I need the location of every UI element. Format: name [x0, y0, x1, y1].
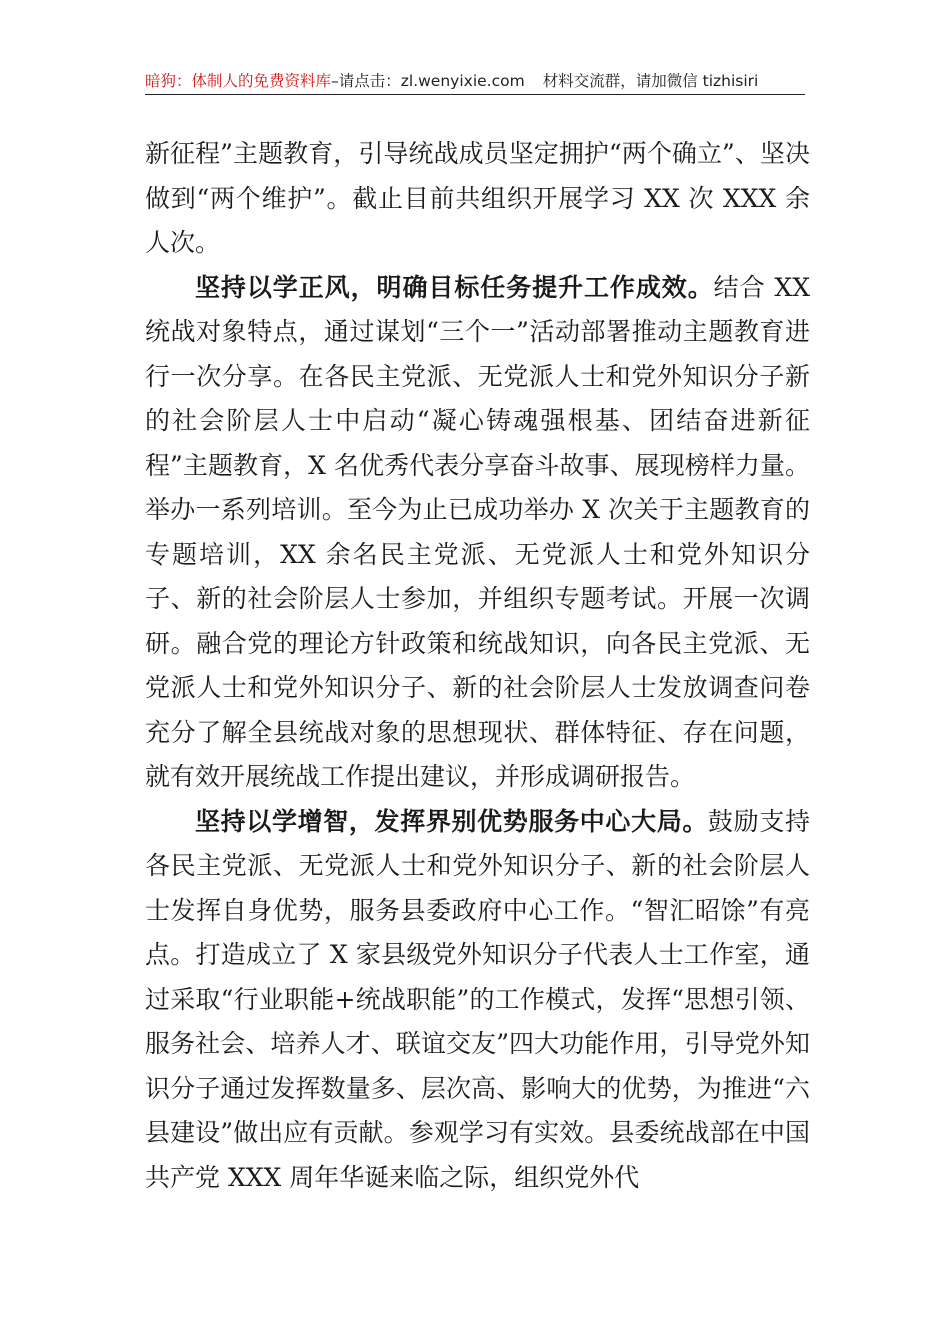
paragraph-2 — [145, 266, 810, 800]
header-wechat-note: 材料交流群，请加微信 tizhisiri — [542, 72, 759, 90]
paragraph-3-text: 鼓励支持各民主党派、无党派人士和党外知识分子、新的社会阶层人士发挥自身优势，服务县委政府中心工作。“智汇昭馀”有亮点。打造成立了 X 家县级党外知识分子代表人士工作室，通过采取“行业职能+统战职能”的工作模式，发挥“思想引领、服务社会、培养人才、联谊交友”四大功能作用，引导党外知识分子通过发挥数量多、层次高、影响大的优势，为推进“六县建设”做出应有贡献。参观学习有实效。县委统战部在中国共产党 XXX 周年华诞来临之际，组织党外代 — [145, 806, 810, 1192]
paragraph-3 — [145, 800, 810, 1201]
document-body — [145, 132, 810, 1200]
paragraph-1 — [145, 132, 810, 266]
paragraph-2-heading: 坚持以学正风，明确目标任务提升工作成效。 — [195, 272, 714, 302]
page-header — [145, 68, 805, 95]
paragraph-2-text: 结合 XX 统战对象特点，通过谋划“三个一”活动部署推动主题教育进行一次分享。在各民主党派、无党派人士和党外知识分子新的社会阶层人士中启动“凝心铸魂强根基、团结奋进新征程”主题教育，X 名优秀代表分享奋斗故事、展现榜样力量。举办一系列培训。至今为止已成功举办 X 次关于主题教育的专题培训，XX 余名民主党派、无党派人士和党外知识分子、新的社会阶层人士参加，并组织专题考试。开展一次调研。融合党的理论方针政策和统战知识，向各民主党派、无党派人士和党外知识分子、新的社会阶层人士发放调查问卷充分了解全县统战对象的思想现状、群体特征、存在问题，就有效开展统战工作提出建议，并形成调研报告。 — [145, 272, 810, 791]
paragraph-1-text: 新征程”主题教育，引导统战成员坚定拥护“两个确立”、坚决做到“两个维护”。截止目前共组织开展学习 XX 次 XXX 余人次。 — [145, 139, 810, 257]
header-site-name[interactable]: 暗狗：体制人的免费资料库 — [145, 72, 332, 90]
header-link-text[interactable]: –请点击：zl.wenyixie.com — [331, 72, 525, 90]
paragraph-3-heading: 坚持以学增智，发挥界别优势服务中心大局。 — [195, 806, 709, 836]
